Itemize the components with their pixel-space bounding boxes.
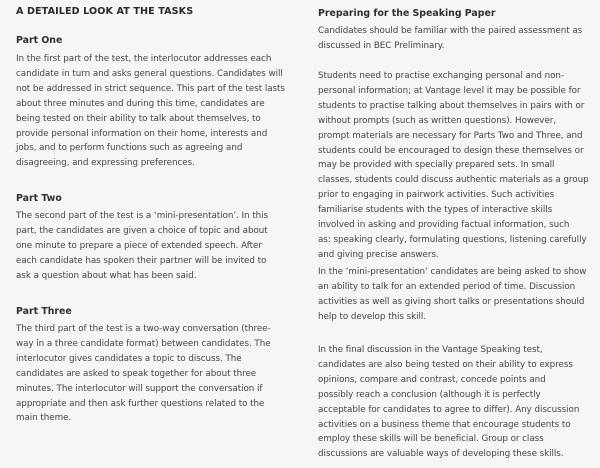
text-line: In the first part of the test, the interlocutor addresses each bbox=[16, 54, 272, 64]
text-line: discussed in BEC Preliminary. bbox=[318, 40, 445, 51]
text-line: prompt materials are necessary for Parts Two and Three, and bbox=[318, 130, 583, 141]
text-line: students could be encouraged to design these themselves or bbox=[318, 145, 584, 156]
text-line: opinions, compare and contrast, concede points and bbox=[318, 374, 546, 385]
text-line: In the final discussion in the Vantage Speaking test, bbox=[318, 345, 543, 355]
text-line: Students need to practise exchanging personal and non- bbox=[318, 71, 565, 81]
text-line: candidate in turn and asks general questions. Candidates will bbox=[16, 68, 283, 79]
text-line: possibly reach a conclusion (although it is perfectly bbox=[318, 389, 541, 400]
text-line: without prompts (such as written questions). However, bbox=[318, 115, 557, 126]
text-line: interlocutor gives candidates a topic to discuss. The bbox=[16, 353, 242, 364]
text-line: and giving precise answers. bbox=[318, 249, 439, 260]
text-line: each candidate has spoken their partner will be invited to bbox=[16, 255, 267, 266]
text-line: part, the candidates are given a choice of topic and about bbox=[16, 225, 268, 236]
text-line: familiarise students with the types of interactive skills bbox=[318, 205, 553, 216]
text-line: minutes. The interlocutor will support the conversation if bbox=[16, 383, 263, 394]
text-line: classes, students could discuss authentic materials as a group bbox=[318, 175, 589, 186]
paragraph-final-discussion bbox=[318, 343, 579, 462]
paragraph-mini-presentation bbox=[318, 265, 586, 325]
text-line: being tested on their ability to talk about themselves, to bbox=[16, 113, 261, 124]
text-line: not be addressed in strict sequence. This part of the test lasts bbox=[16, 83, 285, 94]
text-line: candidates are also being tested on their ability to express bbox=[318, 359, 573, 370]
part-one-heading: Part One bbox=[16, 35, 63, 46]
text-line: an ability to talk for an extended period of time. Discussion bbox=[318, 281, 576, 292]
text-line: disagreeing, and expressing preferences. bbox=[16, 158, 195, 169]
text-line: main theme. bbox=[16, 413, 72, 424]
text-line: The third part of the test is a two-way conversation (three- bbox=[16, 324, 271, 334]
text-line: In the ‘mini-presentation’ candidates are being asked to show bbox=[318, 267, 587, 277]
paragraph-paired-assessment bbox=[318, 24, 582, 54]
text-line: jobs, and to perform functions such as agreeing and bbox=[16, 143, 243, 154]
text-line: acceptable for candidates to agree to differ). Any discussion bbox=[318, 404, 580, 415]
text-line: help to develop this skill. bbox=[318, 311, 426, 322]
part-two-text bbox=[16, 209, 268, 284]
text-line: ask a question about what has been said. bbox=[16, 270, 197, 281]
text-line: discussions are valuable ways of developing these skills. bbox=[318, 449, 564, 460]
text-line: activities on a business theme that encourage students to bbox=[318, 419, 571, 430]
text-line: appropriate and then ask further questions related to the bbox=[16, 398, 265, 409]
text-line: about three minutes and during this time, candidates are bbox=[16, 98, 265, 109]
text-line: prior to engaging in pairwork activities. Such activities bbox=[318, 190, 555, 201]
part-three-text bbox=[16, 322, 271, 426]
text-line: way in a three candidate format) between candidates. The bbox=[16, 338, 271, 349]
part-one-text bbox=[16, 52, 285, 171]
text-line: employ these skills will be beneficial. Group or class bbox=[318, 434, 544, 445]
text-line: involved in asking and providing factual information, such bbox=[318, 220, 570, 231]
text-line: provide personal information on their home, interests and bbox=[16, 128, 268, 139]
paragraph-practise-exchanging bbox=[318, 69, 589, 263]
text-line: The second part of the test is a ‘mini-presentation’. In this bbox=[16, 211, 269, 221]
main-title: A DETAILED LOOK AT THE TASKS bbox=[16, 6, 194, 17]
text-line: may be provided with specially prepared sets. In small bbox=[318, 160, 555, 171]
text-line: as: speaking clearly, formulating questions, listening carefully bbox=[318, 234, 587, 245]
preparing-heading: Preparing for the Speaking Paper bbox=[318, 8, 496, 19]
text-line: candidates are asked to speak together for about three bbox=[16, 368, 257, 379]
text-line: Candidates should be familiar with the paired assessment as bbox=[318, 26, 583, 36]
part-three-heading: Part Three bbox=[16, 306, 72, 317]
text-line: one minute to prepare a piece of extended speech. After bbox=[16, 240, 262, 251]
text-line: personal information; at Vantage level it may be possible for bbox=[318, 85, 581, 96]
part-two-heading: Part Two bbox=[16, 193, 62, 204]
text-line: activities as well as giving short talks or presentations should bbox=[318, 296, 585, 307]
text-line: students to practise talking about themselves in pairs with or bbox=[318, 100, 585, 111]
